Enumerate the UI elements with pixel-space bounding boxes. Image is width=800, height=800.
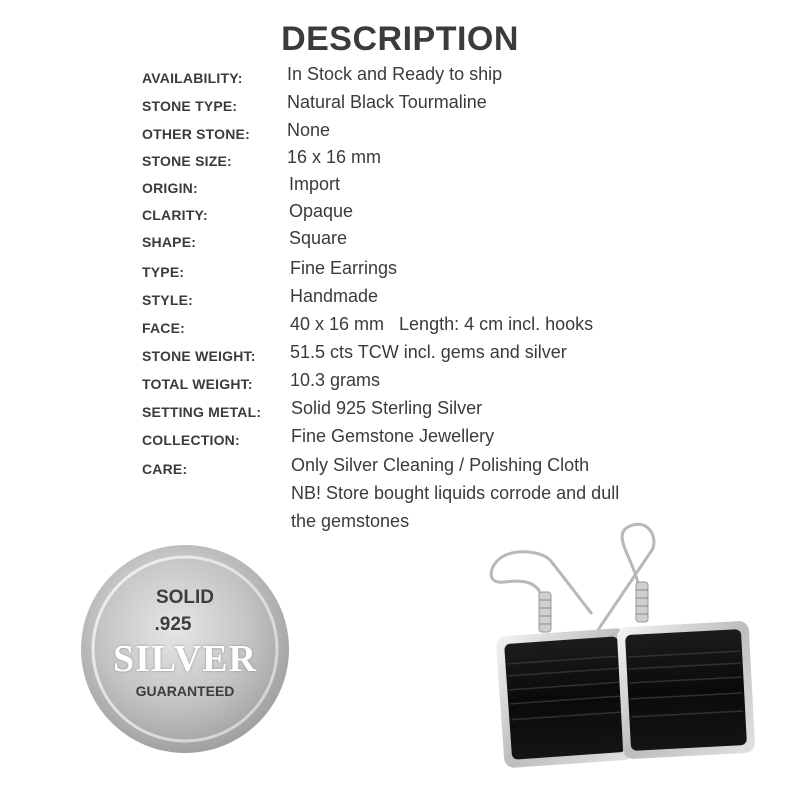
tourmaline-earrings-icon [480, 520, 770, 780]
spec-row-face [142, 314, 782, 340]
spec-row-availability [142, 64, 782, 90]
badge-line-925: .925 [154, 614, 192, 635]
spec-value: Solid 925 Sterling Silver [291, 398, 483, 418]
care-note-line: NB! Store bought liquids corrode and dull [291, 483, 620, 503]
spec-row-collection [142, 426, 782, 452]
spec-label: TOTAL WEIGHT: [142, 376, 253, 392]
badge-line-silver: SILVER [112, 638, 257, 680]
spec-label: COLLECTION: [142, 432, 240, 448]
spec-row-total-weight [142, 370, 782, 396]
spec-row-other-stone [142, 120, 782, 146]
spec-label: AVAILABILITY: [142, 70, 243, 86]
spec-value: Fine Earrings [290, 258, 398, 278]
spec-row-stone-type [142, 92, 782, 118]
spec-value: 40 x 16 mm Length: 4 cm incl. hooks [290, 314, 594, 334]
spec-label: TYPE: [142, 264, 185, 280]
spec-value: Opaque [289, 201, 354, 221]
spec-value: Only Silver Cleaning / Polishing Cloth [291, 455, 590, 475]
spec-row-stone-size [142, 147, 782, 173]
spec-row-style [142, 286, 782, 312]
spec-label: STYLE: [142, 292, 193, 308]
spec-value: 10.3 grams [290, 370, 381, 390]
spec-value: Import [289, 174, 341, 194]
page-title: DESCRIPTION [281, 20, 519, 58]
spec-value: Natural Black Tourmaline [287, 92, 487, 112]
spec-row-stone-weight [142, 342, 782, 368]
spec-label: OTHER STONE: [142, 126, 250, 142]
spec-value: Fine Gemstone Jewellery [291, 426, 495, 446]
spec-value: Handmade [290, 286, 379, 306]
spec-label: FACE: [142, 320, 185, 336]
spec-row-setting-metal [142, 398, 782, 424]
spec-value: In Stock and Ready to ship [287, 64, 503, 84]
spec-label: SETTING METAL: [142, 404, 262, 420]
spec-label: ORIGIN: [142, 180, 198, 196]
spec-row-type [142, 258, 782, 284]
spec-label: CARE: [142, 461, 188, 477]
spec-label: STONE TYPE: [142, 98, 238, 114]
badge-line-guaranteed: GUARANTEED [135, 683, 235, 699]
care-note-line: the gemstones [291, 511, 410, 531]
spec-label: STONE SIZE: [142, 153, 232, 169]
spec-value: 16 x 16 mm [287, 147, 382, 167]
product-image [480, 520, 770, 780]
spec-row-origin [142, 174, 782, 200]
spec-label: CLARITY: [142, 207, 208, 223]
spec-label: SHAPE: [142, 234, 197, 250]
spec-row-care [142, 455, 782, 481]
spec-value: Square [289, 228, 348, 248]
spec-row-shape [142, 228, 782, 254]
badge-line-solid: SOLID [155, 587, 215, 608]
silver-guarantee-badge [79, 543, 291, 755]
spec-value: 51.5 cts TCW incl. gems and silver [290, 342, 567, 362]
spec-label: STONE WEIGHT: [142, 348, 256, 364]
spec-row-clarity [142, 201, 782, 227]
spec-value: None [287, 120, 331, 140]
